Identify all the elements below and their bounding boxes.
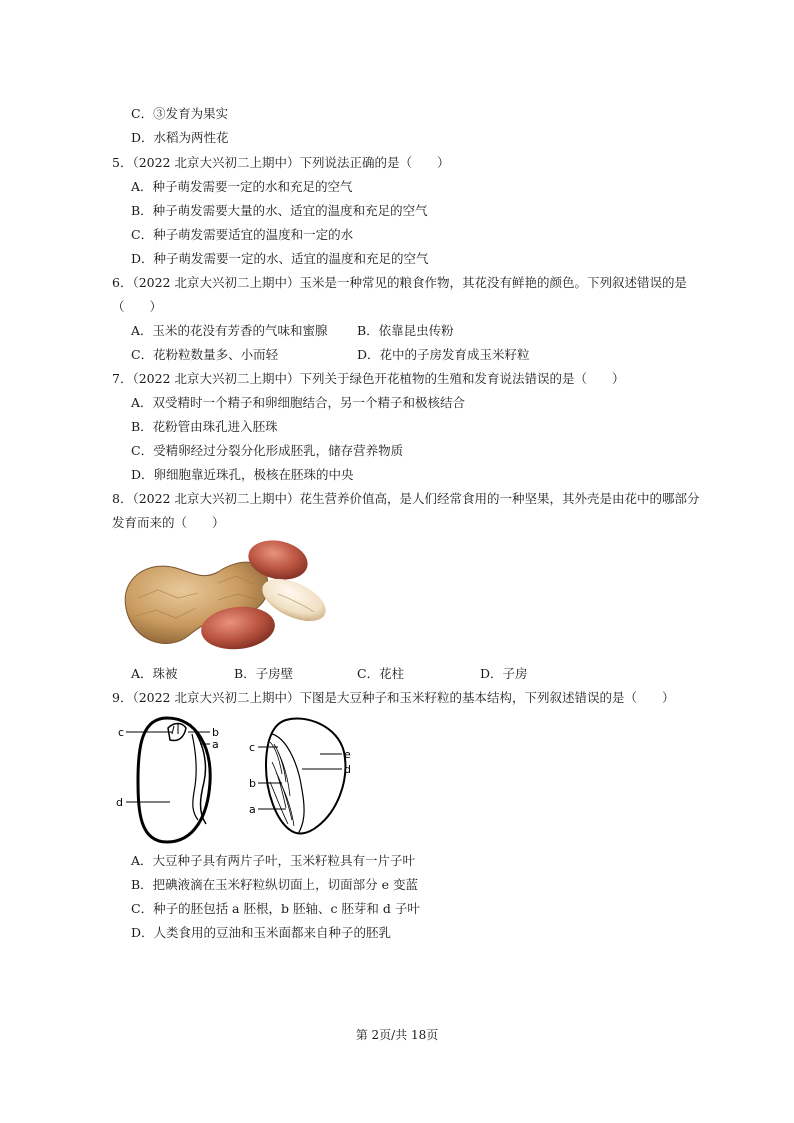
q9-option-d: D．人类食用的豆油和玉米面都来自种子的胚乳 xyxy=(131,925,392,940)
q7-option-b: B．花粉管由珠孔进入胚珠 xyxy=(131,419,278,434)
question-9-stem: 9．（2022 北京大兴初二上期中）下图是大豆种子和玉米籽粒的基本结构，下列叙述错误的是（ ） xyxy=(112,690,675,705)
page-footer: 第 2页/共 18页 xyxy=(355,1028,439,1042)
corn-label-e: e xyxy=(344,748,351,761)
bean-label-a: a xyxy=(212,738,219,751)
q7-option-d: D．卵细胞靠近珠孔，极核在胚珠的中央 xyxy=(131,467,354,482)
option-c: C．③发育为果实 xyxy=(131,106,229,121)
q6-option-d: D．花中的子房发育成玉米籽粒 xyxy=(357,347,530,362)
q5-option-d: D．种子萌发需要一定的水、适宜的温度和充足的空气 xyxy=(131,251,429,266)
question-8-stem: 8．（2022 北京大兴初二上期中）花生营养价值高，是人们经常食用的一种坚果，其外壳是由花中的哪部分 xyxy=(112,491,700,506)
corn-label-c: c xyxy=(249,741,256,754)
question-6-stem-cont: （ ） xyxy=(112,299,163,314)
bean-label-b: b xyxy=(212,726,219,739)
corn-label-a: a xyxy=(249,803,256,816)
q9-option-c: C．种子的胚包括 a 胚根，b 胚轴、c 胚芽和 d 子叶 xyxy=(131,901,420,916)
question-5-stem: 5．（2022 北京大兴初二上期中）下列说法正确的是（ ） xyxy=(112,155,450,170)
bean-label-d: d xyxy=(116,796,123,809)
q8-option-c: C．花柱 xyxy=(357,666,405,681)
corn-kernel-diagram xyxy=(246,712,362,842)
q5-option-a: A．种子萌发需要一定的水和充足的空气 xyxy=(131,179,353,194)
q6-option-c: C．花粉粒数量多、小而轻 xyxy=(131,347,279,362)
peanut-image xyxy=(118,538,340,656)
q9-option-a: A．大豆种子具有两片子叶，玉米籽粒具有一片子叶 xyxy=(131,853,416,868)
question-8-stem-cont: 发育而来的（ ） xyxy=(112,515,225,530)
option-d: D．水稻为两性花 xyxy=(131,130,229,145)
corn-label-b: b xyxy=(249,777,256,790)
q8-option-d: D．子房 xyxy=(480,666,528,681)
q5-option-c: C．种子萌发需要适宜的温度和一定的水 xyxy=(131,227,354,242)
q7-option-c: C．受精卵经过分裂分化形成胚乳，储存营养物质 xyxy=(131,443,404,458)
q6-option-a: A．玉米的花没有芳香的气味和蜜腺 xyxy=(131,323,328,338)
question-6-stem: 6．（2022 北京大兴初二上期中）玉米是一种常见的粮食作物，其花没有鲜艳的颜色。下列叙述错误的是 xyxy=(112,275,687,290)
q9-option-b: B．把碘液滴在玉米籽粒纵切面上，切面部分 e 变蓝 xyxy=(131,877,419,892)
q6-option-b: B．依靠昆虫传粉 xyxy=(357,323,454,338)
q8-option-b: B．子房壁 xyxy=(234,666,294,681)
question-7-stem: 7．（2022 北京大兴初二上期中）下列关于绿色开花植物的生殖和发育说法错误的是（ ） xyxy=(112,371,625,386)
bean-seed-diagram xyxy=(112,712,224,848)
q5-option-b: B．种子萌发需要大量的水、适宜的温度和充足的空气 xyxy=(131,203,428,218)
bean-label-c: c xyxy=(118,726,125,739)
q8-option-a: A．珠被 xyxy=(131,666,178,681)
q7-option-a: A．双受精时一个精子和卵细胞结合，另一个精子和极核结合 xyxy=(131,395,466,410)
corn-label-d: d xyxy=(344,763,351,776)
